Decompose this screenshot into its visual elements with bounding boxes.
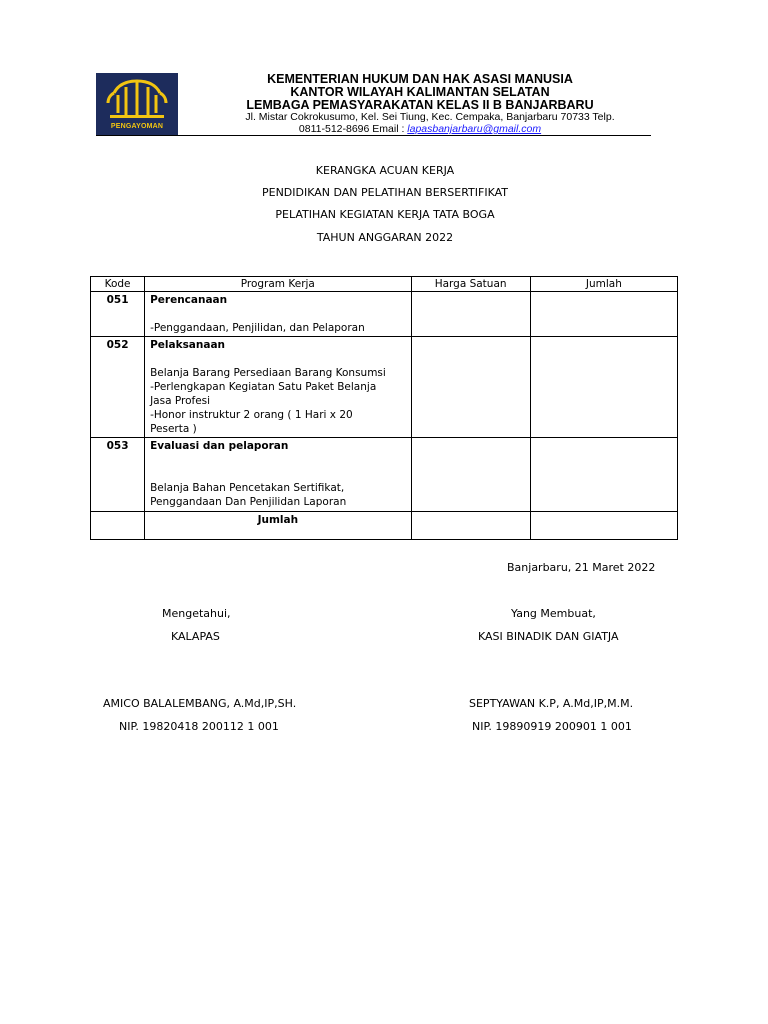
row-total — [530, 292, 677, 337]
table-header-row — [91, 277, 678, 292]
address: Jl. Mistar Cokrokusumo, Kel. Sei Tiung, Kec. Cempaka, Banjarbaru 70733 Telp. — [245, 111, 615, 123]
row-line: Penggandaan Dan Penjilidan Laporan — [150, 496, 347, 508]
pengayoman-logo — [96, 73, 178, 135]
left-signatory-name: AMICO BALALEMBANG, A.Md,IP,SH. — [103, 697, 297, 710]
row-unit-price — [411, 337, 530, 438]
col-header-kode: Kode — [91, 277, 145, 292]
left-nip: NIP. 19820418 200112 1 001 — [119, 720, 279, 733]
row-total — [530, 337, 677, 438]
row-unit-price — [411, 292, 530, 337]
row-line: Jasa Profesi — [150, 395, 211, 407]
left-intro: Mengetahui, — [162, 607, 231, 620]
table-row — [91, 337, 678, 438]
row-heading: Perencanaan — [150, 294, 228, 306]
row-line: Belanja Bahan Pencetakan Sertifikat, — [150, 482, 345, 494]
row-line: -Penggandaan, Penjilidan, dan Pelaporan — [150, 322, 365, 334]
row-code: 053 — [91, 438, 145, 512]
row-line: -Perlengkapan Kegiatan Satu Paket Belanja — [150, 381, 377, 393]
table-total-row — [91, 512, 678, 540]
row-program — [145, 292, 411, 337]
row-line: -Honor instruktur 2 orang ( 1 Hari x 20 — [150, 409, 353, 421]
place-date: Banjarbaru, 21 Maret 2022 — [507, 561, 656, 574]
row-program — [145, 337, 411, 438]
institution-name: LEMBAGA PEMASYARAKATAN KELAS II B BANJARBARU — [246, 98, 594, 112]
banyan-tree-icon — [96, 73, 178, 123]
email-link[interactable]: lapasbanjarbaru@gmail.com — [407, 123, 542, 135]
col-header-jumlah: Jumlah — [530, 277, 677, 292]
letterhead-divider — [96, 135, 651, 136]
total-label: Jumlah — [145, 512, 411, 540]
phone-label: 0811-512-8696 Email : — [298, 123, 408, 135]
row-total — [530, 438, 677, 512]
right-intro: Yang Membuat, — [511, 607, 596, 620]
row-code: 051 — [91, 292, 145, 337]
doc-title-4: TAHUN ANGGARAN 2022 — [316, 231, 454, 244]
right-nip: NIP. 19890919 200901 1 001 — [472, 720, 632, 733]
grand-total — [530, 512, 677, 540]
right-signatory-name: SEPTYAWAN K.P, A.Md,IP,M.M. — [469, 697, 634, 710]
doc-title-2: PENDIDIKAN DAN PELATIHAN BERSERTIFIKAT — [261, 186, 509, 199]
table-row — [91, 292, 678, 337]
row-unit-price — [411, 438, 530, 512]
doc-title-1: KERANGKA ACUAN KERJA — [315, 164, 455, 177]
col-header-harga: Harga Satuan — [411, 277, 530, 292]
logo-caption: PENGAYOMAN — [102, 121, 172, 132]
table-row — [91, 438, 678, 512]
budget-table — [90, 276, 678, 540]
row-heading: Pelaksanaan — [150, 339, 226, 351]
row-program — [145, 438, 411, 512]
doc-title-3: PELATIHAN KEGIATAN KERJA TATA BOGA — [275, 208, 495, 221]
left-position: KALAPAS — [171, 630, 220, 643]
right-position: KASI BINADIK DAN GIATJA — [478, 630, 619, 643]
regional-office: KANTOR WILAYAH KALIMANTAN SELATAN — [290, 85, 550, 99]
row-line: Belanja Barang Persediaan Barang Konsumsi — [150, 367, 386, 379]
col-header-program: Program Kerja — [145, 277, 411, 292]
row-code: 052 — [91, 337, 145, 438]
ministry-name: KEMENTERIAN HUKUM DAN HAK ASASI MANUSIA — [267, 72, 573, 86]
row-line: Peserta ) — [150, 423, 197, 435]
row-heading: Evaluasi dan pelaporan — [150, 440, 289, 452]
